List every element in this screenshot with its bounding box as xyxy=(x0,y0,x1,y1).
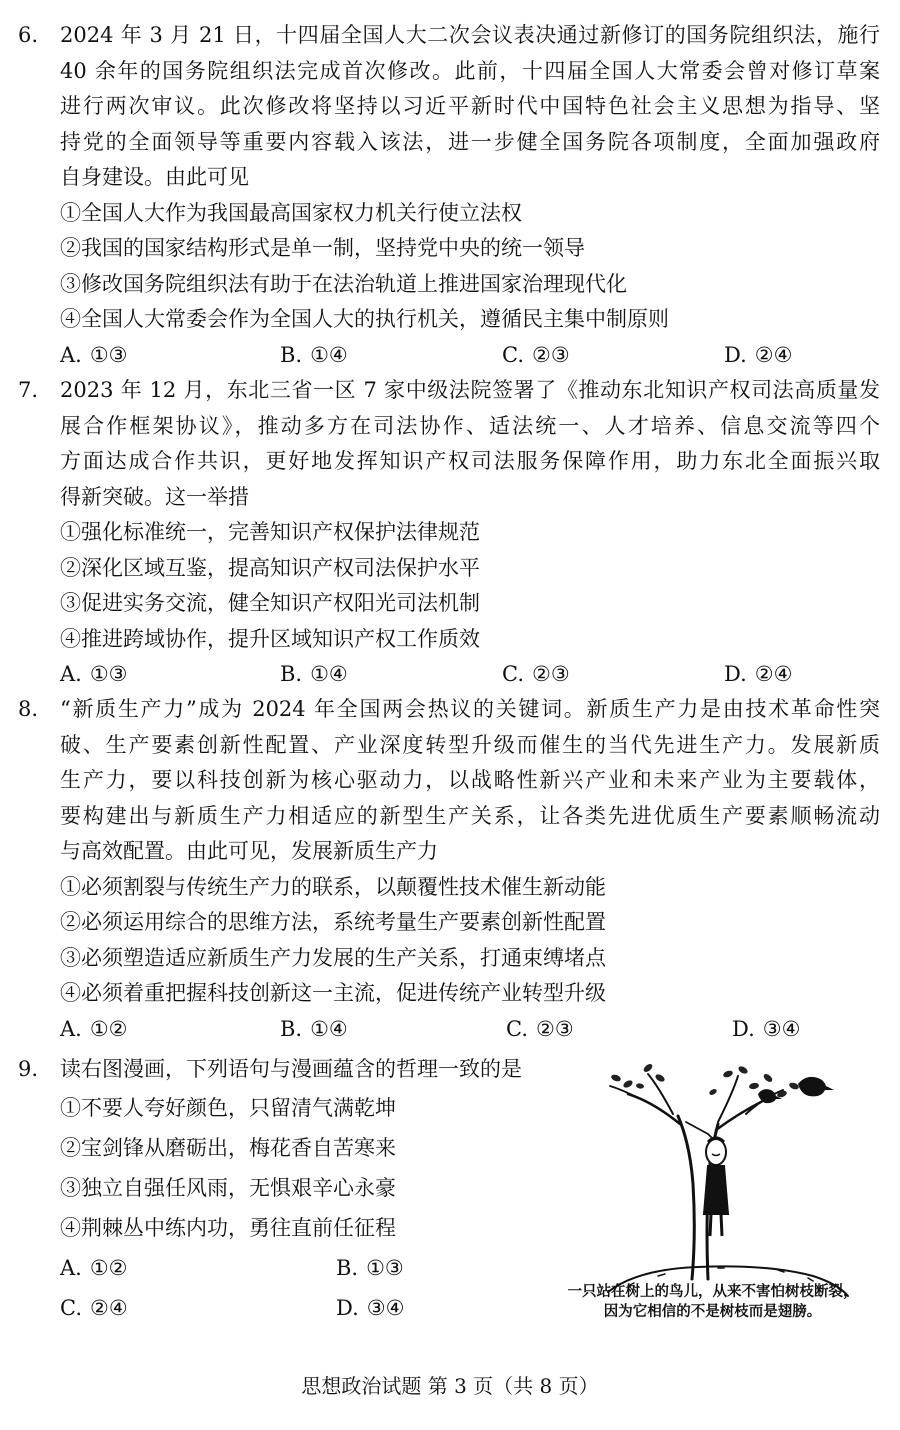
question-number: 6. xyxy=(18,23,39,47)
statement-option: ①不要人夸好颜色，只留清气满乾坤 xyxy=(60,1095,396,1120)
cartoon-caption xyxy=(540,1282,885,1322)
choice-a: A. ①② xyxy=(60,1016,128,1041)
question-number: 8. xyxy=(18,697,39,721)
statement-option: ①强化标准统一，完善知识产权保护法律规范 xyxy=(60,520,480,544)
question-stem-line: 要构建出与新质生产力相适应的新型生产关系，让各类先进优质生产要素顺畅流动 xyxy=(60,803,880,828)
question-number: 7. xyxy=(18,378,39,402)
statement-option: ①全国人大作为我国最高国家权力机关行使立法权 xyxy=(60,200,522,225)
statement-option: ②我国的国家结构形式是单一制，坚持党中央的统一领导 xyxy=(60,236,585,260)
statement-option: ④必须着重把握科技创新这一主流，促进传统产业转型升级 xyxy=(60,981,606,1005)
question-7 xyxy=(18,373,880,693)
choice-b: B. ①④ xyxy=(280,662,348,686)
statement-option: ②深化区域互鉴，提高知识产权司法保护水平 xyxy=(60,555,480,580)
question-stem-line: 进行两次审议。此次修改将坚持以习近平新时代中国特色社会主义思想为指导、坚 xyxy=(60,94,880,118)
choice-b: B. ①④ xyxy=(280,1016,348,1041)
choice-c: C. ②④ xyxy=(60,1295,128,1320)
question-8 xyxy=(18,692,880,1047)
statement-option: ②必须运用综合的思维方法，系统考量生产要素创新性配置 xyxy=(60,910,606,934)
answer-choices xyxy=(18,338,880,374)
answer-choices xyxy=(18,1012,880,1048)
question-stem-line: 9. 读右图漫画，下列语句与漫画蕴含的哲理一致的是 xyxy=(18,1052,558,1088)
statement-option: ④推进跨域协作，提升区域知识产权工作质效 xyxy=(60,626,480,651)
statement-option: ③必须塑造适应新质生产力发展的生产关系，打通束缚堵点 xyxy=(60,945,606,970)
question-stem-line: 方面达成合作共识，更好地发挥知识产权司法服务保障作用，助力东北全面振兴取 xyxy=(60,449,880,473)
answer-choices xyxy=(18,1288,558,1328)
caption-line: 因为它相信的不是树枝而是翅膀。 xyxy=(603,1304,822,1320)
statement-option: ④全国人大常委会作为全国人大的执行机关，遵循民主集中制原则 xyxy=(60,307,669,331)
choice-a: A. ①③ xyxy=(60,342,128,367)
choice-d: D. ②④ xyxy=(724,342,793,367)
statement-option: ②宝剑锋从磨砺出，梅花香自苦寒来 xyxy=(60,1135,396,1160)
question-stem-line: 8. “新质生产力”成为 2024 年全国两会热议的关键词。新质生产力是由技术革命性突 xyxy=(18,692,880,728)
question-stem-line: 40 余年的国务院组织法完成首次修改。此前，十四届全国人大常委会曾对修订草案 xyxy=(60,58,880,83)
question-6 xyxy=(18,18,880,373)
choice-a: A. ①③ xyxy=(60,662,128,686)
choice-c: C. ②③ xyxy=(502,342,570,367)
choice-d: D. ③④ xyxy=(336,1295,405,1320)
answer-choices xyxy=(18,1248,558,1288)
choice-d: D. ③④ xyxy=(732,1016,801,1041)
statement-option: ③独立自强任风雨，无惧艰辛心永豪 xyxy=(60,1175,396,1200)
question-stem-line: 6. 2024 年 3 月 21 日，十四届全国人大二次会议表决通过新修订的国务院组织法，施行 xyxy=(18,18,880,54)
question-number: 9. xyxy=(18,1057,39,1081)
statement-option: ③促进实务交流，健全知识产权阳光司法机制 xyxy=(60,591,480,615)
answer-choices xyxy=(18,657,880,693)
question-stem-line: 自身建设。由此可见 xyxy=(60,165,249,189)
choice-b: B. ①④ xyxy=(280,342,348,367)
choice-c: C. ②③ xyxy=(506,1016,574,1041)
question-stem-line: 生产力，要以科技创新为核心驱动力，以战略性新兴产业和未来产业为主要载体， xyxy=(60,768,880,792)
statement-option: ④荆棘丛中练内功，勇往直前任征程 xyxy=(60,1215,396,1240)
question-stem-line: 得新突破。这一举措 xyxy=(60,484,249,509)
question-stem-line: 破、生产要素创新性配置、产业深度转型升级而催生的当代先进生产力。发展新质 xyxy=(60,732,880,757)
question-9 xyxy=(18,1052,558,1328)
statement-option: ③修改国务院组织法有助于在法治轨道上推进国家治理现代化 xyxy=(60,271,627,296)
question-stem-line: 展合作框架协议》，推动多方在司法协作、适法统一、人才培养、信息交流等四个 xyxy=(60,413,880,438)
statement-option: ①必须割裂与传统生产力的联系，以颠覆性技术催生新动能 xyxy=(60,874,606,899)
question-stem-line: 7. 2023 年 12 月，东北三省一区 7 家中级法院签署了《推动东北知识产权司法高质量发 xyxy=(18,373,880,409)
question-stem-line: 持党的全面领导等重要内容载入该法，进一步健全国务院各项制度，全面加强政府 xyxy=(60,129,880,154)
caption-line: 一只站在树上的鸟儿，从来不害怕树枝断裂， xyxy=(567,1284,858,1300)
choice-a: A. ①② xyxy=(60,1255,128,1280)
choice-c: C. ②③ xyxy=(502,662,570,686)
choice-b: B. ①③ xyxy=(336,1255,404,1280)
choice-d: D. ②④ xyxy=(724,662,793,686)
page-footer: 思想政治试题 第 3 页（共 8 页） xyxy=(301,1374,599,1398)
question-stem-line: 与高效配置。由此可见，发展新质生产力 xyxy=(60,839,438,863)
